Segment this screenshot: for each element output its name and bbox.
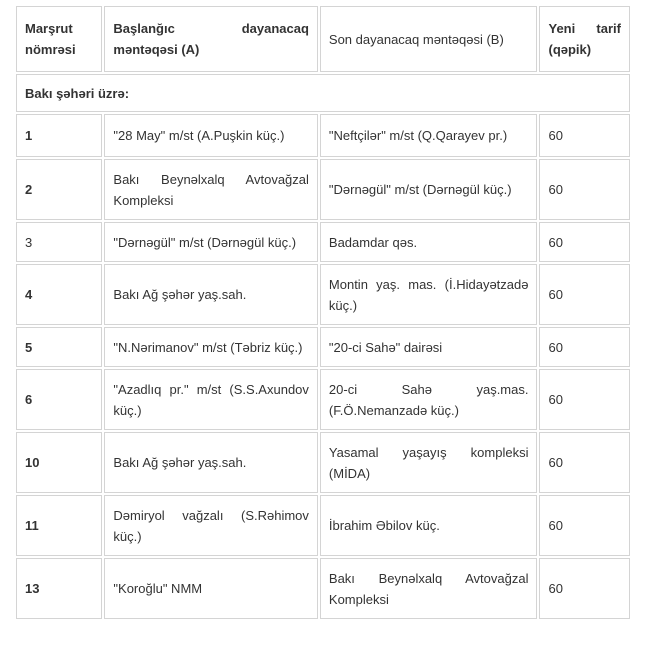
end-stop: Yasamal yaşayış kompleksi (MİDA) — [320, 432, 538, 493]
start-stop: Dəmiryol vağzalı (S.Rəhimov küç.) — [104, 495, 318, 556]
end-stop: Montin yaş. mas. (İ.Hidayətzadə küç.) — [320, 264, 538, 325]
start-stop: Bakı Ağ şəhər yaş.sah. — [104, 432, 318, 493]
tariff-value: 60 — [539, 264, 630, 325]
route-number: 13 — [16, 558, 102, 619]
end-stop: 20-ci Sahə yaş.mas. (F.Ö.Nemanzadə küç.) — [320, 369, 538, 430]
start-stop: "28 May" m/st (A.Puşkin küç.) — [104, 114, 318, 157]
table-row — [16, 159, 630, 220]
routes-table — [14, 4, 632, 621]
start-stop: "Azadlıq pr." m/st (S.S.Axundov küç.) — [104, 369, 318, 430]
end-stop: "20-ci Sahə" dairəsi — [320, 327, 538, 367]
section-row — [16, 74, 630, 112]
header-end: Son dayanacaq məntəqəsi (B) — [320, 6, 538, 72]
route-number: 11 — [16, 495, 102, 556]
route-number: 5 — [16, 327, 102, 367]
header-tariff: Yeni tarif (qəpik) — [539, 6, 630, 72]
end-stop: "Neftçilər" m/st (Q.Qarayev pr.) — [320, 114, 538, 157]
header-row — [16, 6, 630, 72]
header-start: Başlanğıc dayanacaq məntəqəsi (A) — [104, 6, 318, 72]
start-stop: Bakı Ağ şəhər yaş.sah. — [104, 264, 318, 325]
table-row — [16, 114, 630, 157]
header-route: Marşrut nömrəsi — [16, 6, 102, 72]
route-number: 4 — [16, 264, 102, 325]
tariff-value: 60 — [539, 159, 630, 220]
route-number: 1 — [16, 114, 102, 157]
tariff-value: 60 — [539, 222, 630, 262]
start-stop: Bakı Beynəlxalq Avtovağzal Kompleksi — [104, 159, 318, 220]
tariff-value: 60 — [539, 432, 630, 493]
tariff-value: 60 — [539, 558, 630, 619]
route-number: 3 — [16, 222, 102, 262]
tariff-value: 60 — [539, 114, 630, 157]
table-row — [16, 558, 630, 619]
tariff-value: 60 — [539, 495, 630, 556]
tariff-value: 60 — [539, 327, 630, 367]
table-row — [16, 327, 630, 367]
end-stop: Bakı Beynəlxalq Avtovağzal Kompleksi — [320, 558, 538, 619]
end-stop: "Dərnəgül" m/st (Dərnəgül küç.) — [320, 159, 538, 220]
route-number: 2 — [16, 159, 102, 220]
table-row — [16, 264, 630, 325]
start-stop: "N.Nərimanov" m/st (Təbriz küç.) — [104, 327, 318, 367]
section-label: Bakı şəhəri üzrə: — [16, 74, 630, 112]
end-stop: İbrahim Əbilov küç. — [320, 495, 538, 556]
start-stop: "Dərnəgül" m/st (Dərnəgül küç.) — [104, 222, 318, 262]
start-stop: "Koroğlu" NMM — [104, 558, 318, 619]
table-row — [16, 432, 630, 493]
table-row — [16, 222, 630, 262]
table-row — [16, 369, 630, 430]
route-number: 6 — [16, 369, 102, 430]
route-number: 10 — [16, 432, 102, 493]
table-row — [16, 495, 630, 556]
end-stop: Badamdar qəs. — [320, 222, 538, 262]
tariff-value: 60 — [539, 369, 630, 430]
